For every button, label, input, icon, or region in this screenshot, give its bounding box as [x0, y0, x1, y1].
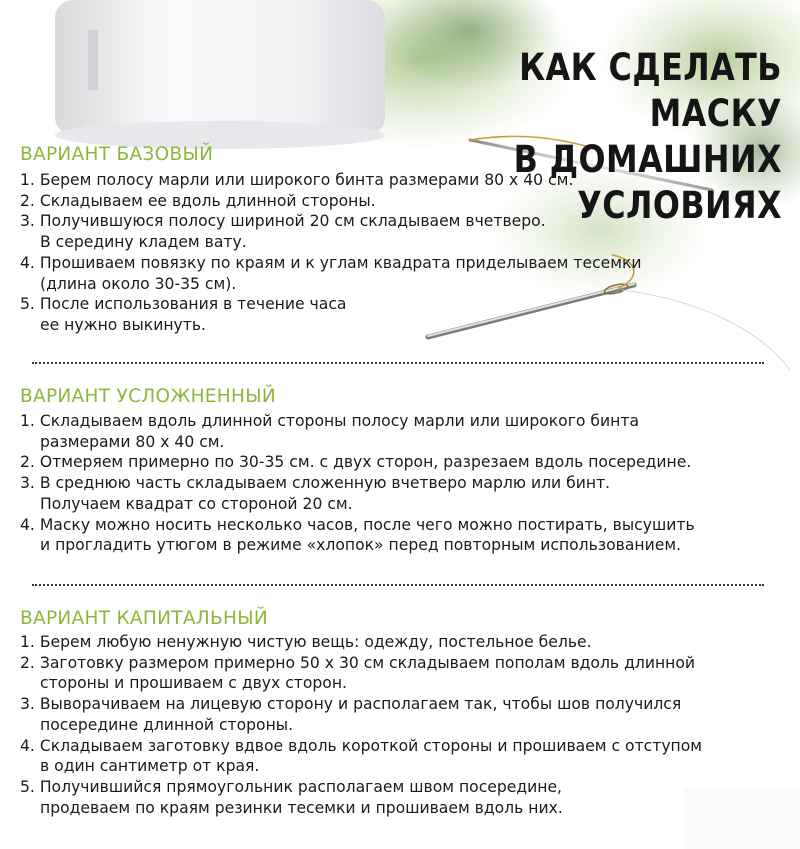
- item-text-continued: ее нужно выкинуть.: [40, 315, 207, 334]
- item-text-continued: размерами 80 х 40 см.: [40, 432, 225, 451]
- section-heading-basic: ВАРИАНТ БАЗОВЫЙ: [20, 144, 214, 165]
- item-text: 5. После использования в течение часа: [20, 295, 347, 314]
- list-item: [20, 694, 702, 735]
- instruction-list-capital: [20, 632, 702, 818]
- dotted-separator: [32, 584, 764, 586]
- item-text: 3. Выворачиваем на лицевую сторону и располагаем так, чтобы шов получился: [20, 695, 682, 714]
- list-item: [20, 473, 695, 514]
- item-text: 2. Отмеряем примерно по 30-35 см. с двух сторон, разрезаем вдоль посередине.: [20, 453, 692, 472]
- item-text: 3. Получившуюся полосу шириной 20 см складываем вчетверо.: [20, 212, 546, 231]
- item-text-continued: в один сантиметр от края.: [40, 757, 260, 776]
- list-item: [20, 170, 642, 191]
- section-heading-capital: ВАРИАНТ КАПИТАЛЬНЫЙ: [20, 608, 268, 629]
- item-text: 2. Складываем ее вдоль длинной стороны.: [20, 191, 376, 210]
- list-item: [20, 294, 642, 335]
- item-text: 4. Прошиваем повязку по краям и к углам квадрата приделываем тесемки: [20, 253, 642, 272]
- item-text-continued: посередине длинной стороны.: [40, 715, 294, 734]
- list-item: [20, 736, 702, 777]
- item-text: 4. Складываем заготовку вдвое вдоль короткой стороны и прошиваем с отступом: [20, 736, 703, 755]
- list-item: [20, 411, 695, 452]
- thread-spool: [55, 0, 385, 149]
- item-text: 4. Маску можно носить несколько часов, после чего можно постирать, высушить: [20, 515, 695, 534]
- list-item: [20, 632, 702, 653]
- dotted-separator: [32, 362, 764, 364]
- list-item: [20, 452, 695, 473]
- item-text: 1. Берем любую ненужную чистую вещь: одежду, постельное белье.: [20, 633, 592, 651]
- title-line-1: КАК СДЕЛАТЬ МАСКУ: [519, 45, 782, 135]
- item-text-continued: стороны и прошиваем с двух сторон.: [40, 674, 347, 693]
- item-text-continued: и прогладить утюгом в режиме «хлопок» перед повторным использованием.: [40, 536, 682, 555]
- section-heading-advanced: ВАРИАНТ УСЛОЖНЕННЫЙ: [20, 386, 276, 407]
- item-text: 2. Заготовку размером примерно 50 х 30 см складываем пополам вдоль длинной: [20, 653, 696, 672]
- item-text-continued: продеваем по краям резинки тесемки и прошиваем вдоль них.: [40, 798, 563, 817]
- list-item: [20, 191, 642, 212]
- item-text: 3. В среднюю часть складываем сложенную вчетверо марлю или бинт.: [20, 474, 611, 493]
- list-item: [20, 515, 695, 556]
- list-item: [20, 211, 642, 252]
- item-text-continued: Получаем квадрат со стороной 20 см.: [40, 494, 353, 513]
- title-line-3: УСЛОВИЯХ: [577, 183, 782, 227]
- list-item: [20, 653, 702, 694]
- instruction-list-basic: [20, 170, 642, 336]
- title-line-2: В ДОМАШНИХ: [513, 137, 782, 181]
- list-item: [20, 253, 642, 294]
- list-item: [20, 777, 702, 818]
- item-text-continued: (длина около 30-35 см).: [40, 274, 237, 293]
- item-text: 1. Складываем вдоль длинной стороны полосу марли или широкого бинта: [20, 412, 639, 430]
- item-text: 5. Получившийся прямоугольник располагаем швом посередине,: [20, 777, 563, 796]
- item-text-continued: В середину кладем вату.: [40, 233, 247, 252]
- item-text: 1. Берем полосу марли или широкого бинта размерами 80 х 40 см.: [20, 171, 574, 189]
- instruction-list-advanced: [20, 411, 695, 556]
- corner-blank-area: [684, 787, 800, 849]
